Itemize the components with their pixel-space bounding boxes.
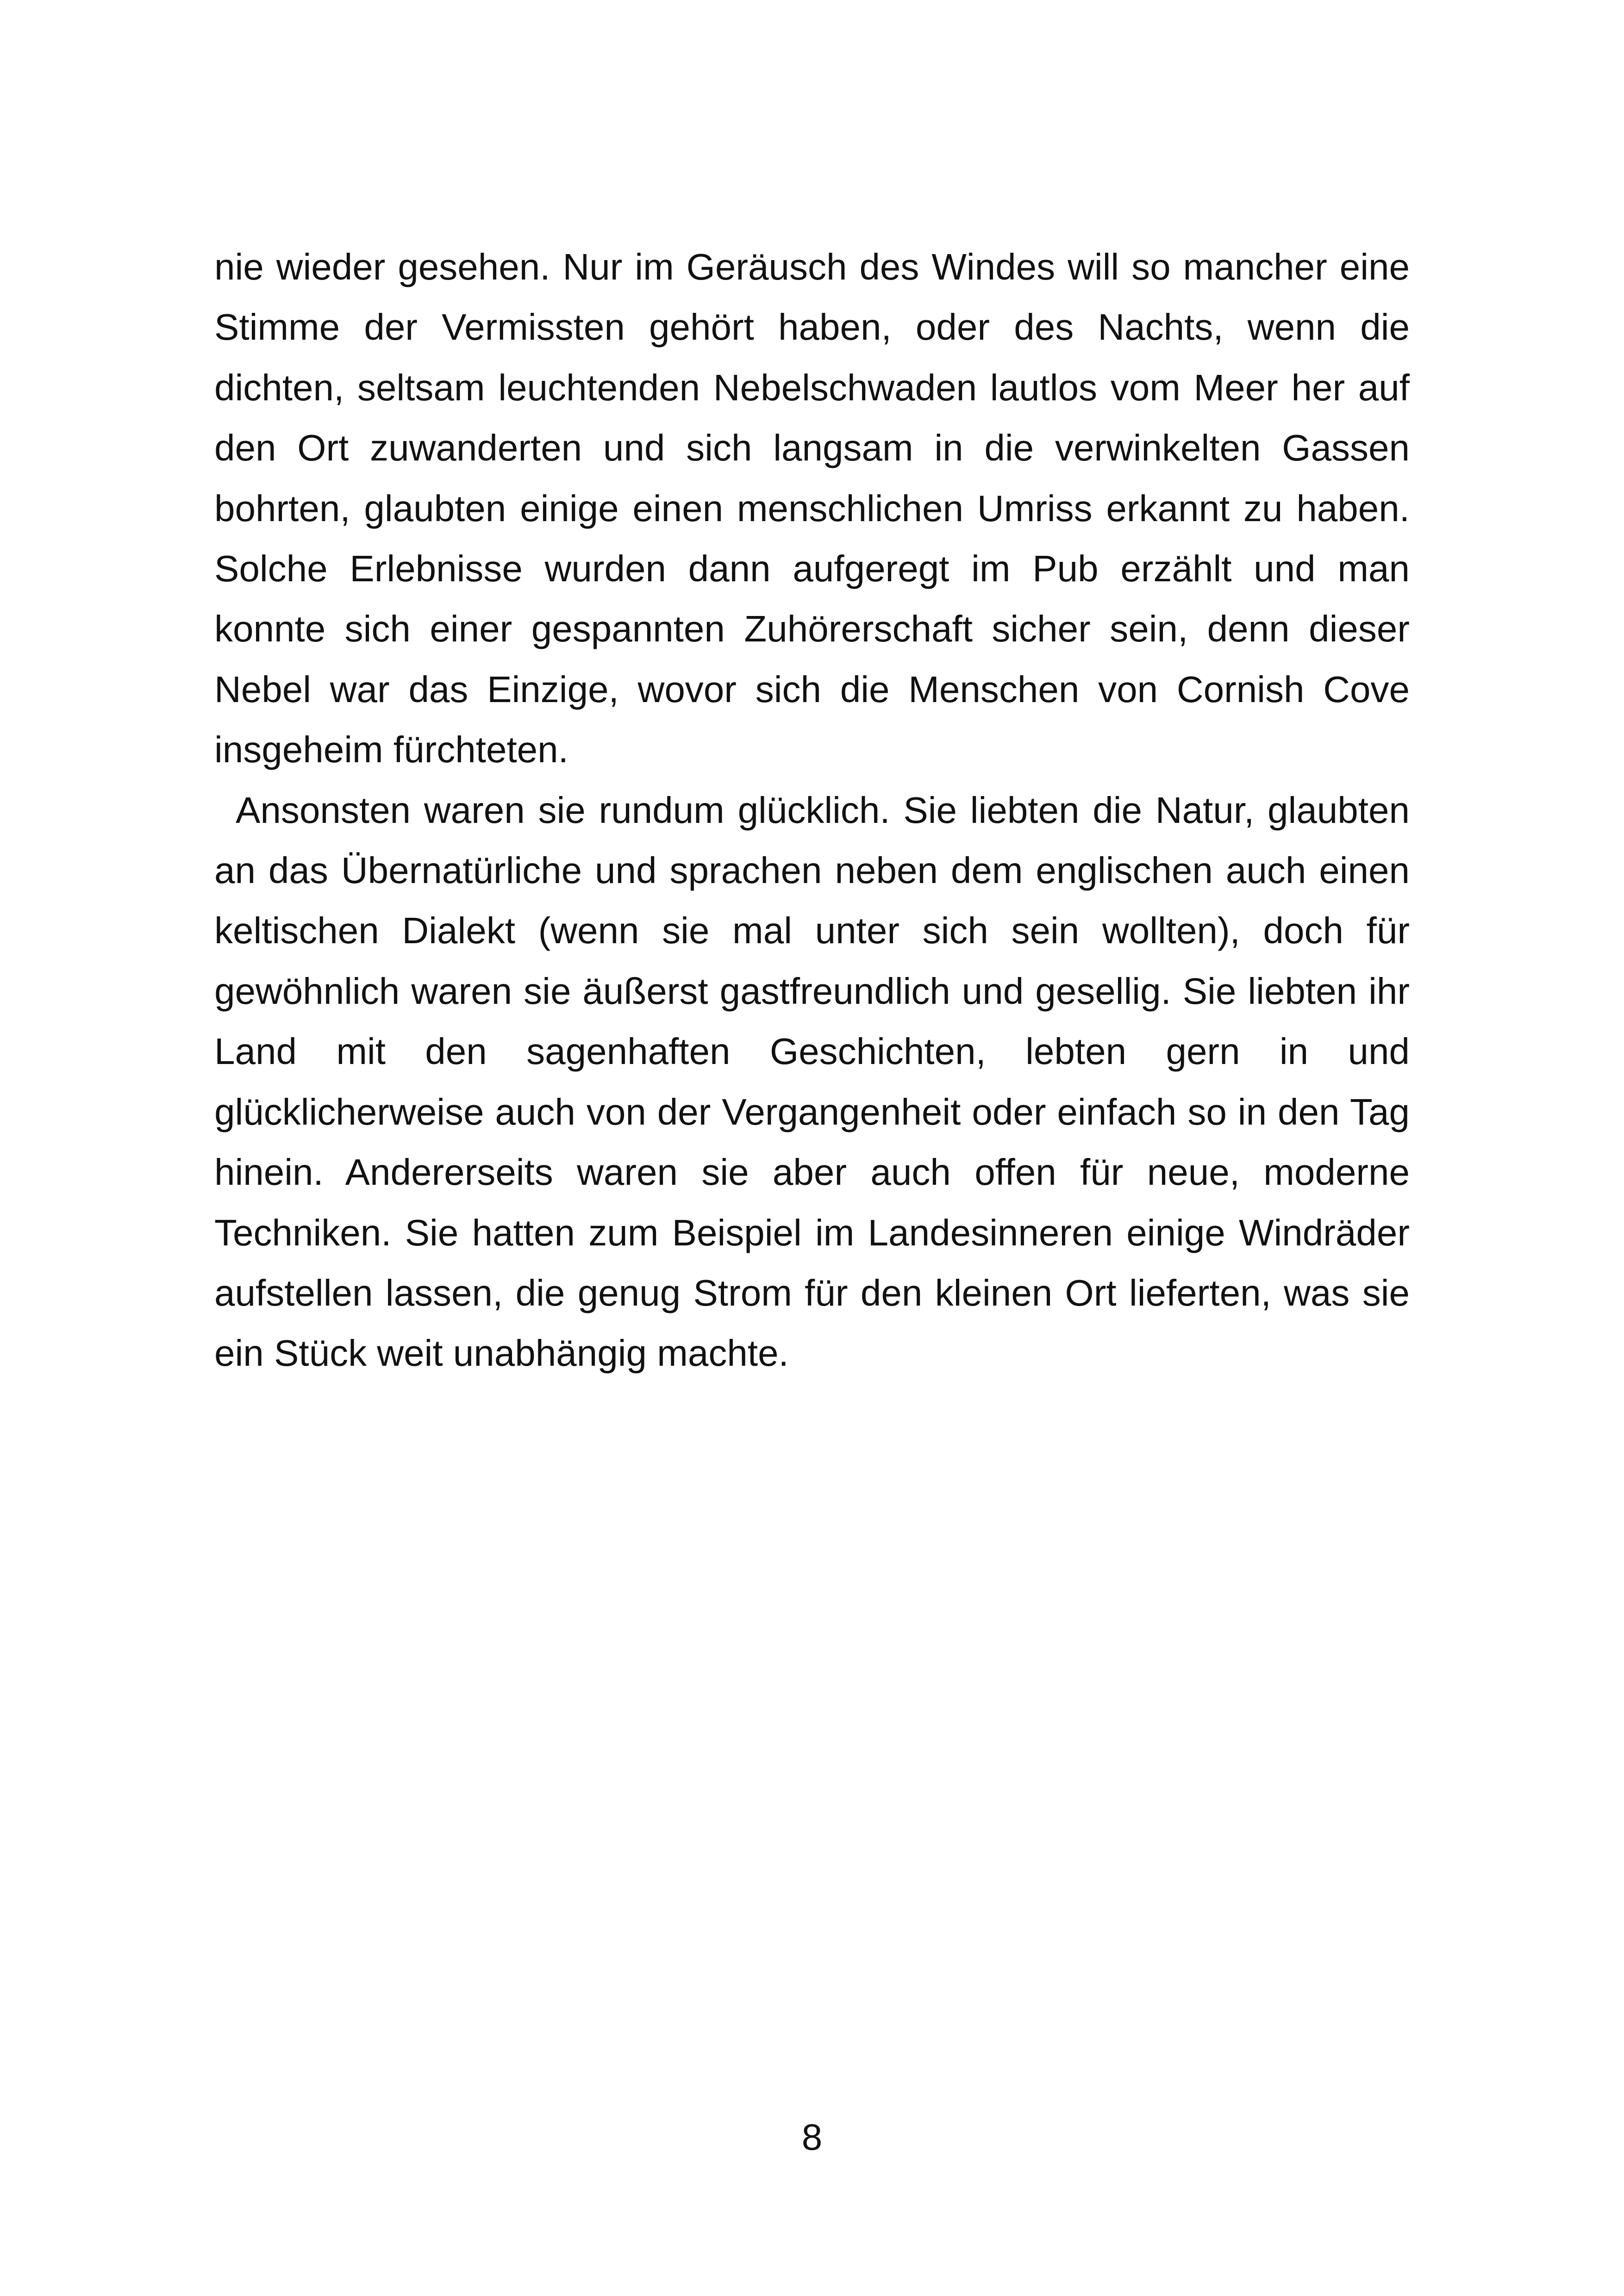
paragraph-ansonsten: Ansonsten waren sie rundum glücklich. Sie liebten die Natur, glaubten an das Übernatürliche und sprachen neben dem englischen auch einen keltischen Dialekt (wenn sie mal unter sich sein wollten), doch für gewöhnlich waren sie äußerst gastfreundlich und gesellig. Sie liebten ihr Land mit den sagenhaften Geschichten, lebten gern in und glücklicherweise auch von der Vergangenheit oder einfach so in den Tag hinein. Andererseits waren sie aber auch offen für neue, moderne Techniken. Sie hatten zum Beispiel im Landesinneren einige Windräder aufstellen lassen, die genug Strom für den kleinen Ort lieferten, was sie ein Stück weit unabhängig machte. (214, 789, 1410, 1374)
body-text (214, 237, 1410, 1384)
page-number: 8 (801, 2116, 823, 2158)
paragraph-continuation: nie wieder gesehen. Nur im Geräusch des Windes will so mancher eine Stimme der Vermissten gehört haben, oder des Nachts, wenn die dichten, seltsam leuchtenden Nebelschwaden lautlos vom Meer her auf den Ort zuwanderten und sich langsam in die verwinkelten Gassen bohrten, glaubten einige einen menschlichen Umriss erkannt zu haben. Solche Erlebnisse wurden dann aufgeregt im Pub erzählt und man konnte sich einer gespannten Zuhörerschaft sicher sein, denn dieser Nebel war das Einzige, wovor sich die Menschen von Cornish Cove insgeheim fürchteten. (214, 246, 1410, 771)
